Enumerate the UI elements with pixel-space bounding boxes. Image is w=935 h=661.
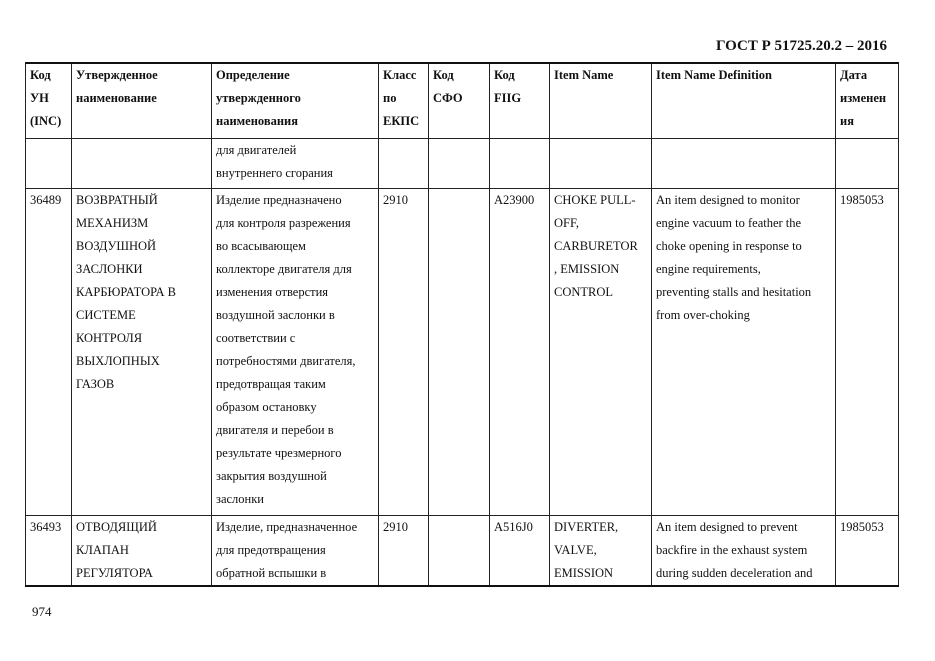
cell-class bbox=[379, 138, 429, 188]
cell-item-definition bbox=[652, 138, 836, 188]
column-header-item-definition: Item Name Definition bbox=[652, 63, 836, 138]
cell-item-definition: An item designed to prevent backfire in the exhaust system during sudden deceleration and bbox=[652, 515, 836, 586]
column-header-inc: Код УН (INC) bbox=[26, 63, 72, 138]
cell-fiig: A516J0 bbox=[490, 515, 550, 586]
table-row bbox=[26, 188, 899, 515]
cell-approved-name: ОТВОДЯЩИЙ КЛАПАН РЕГУЛЯТОРА bbox=[72, 515, 212, 586]
cell-fiig bbox=[490, 138, 550, 188]
cell-approved-name: ВОЗВРАТНЫЙ МЕХАНИЗМ ВОЗДУШНОЙ ЗАСЛОНКИ КАРБЮРАТОРА В СИСТЕМЕ КОНТРОЛЯ ВЫХЛОПНЫХ ГАЗОВ bbox=[72, 188, 212, 515]
cell-definition: Изделие предназначено для контроля разрежения во всасывающем коллекторе двигателя для изменения отверстия воздушной заслонки в соответствии с потребностями двигателя, предотвращая таким образом остановку двигателя и перебои в результате чрезмерного закрытия воздушной заслонки bbox=[212, 188, 379, 515]
table-row bbox=[26, 138, 899, 188]
cell-sfo bbox=[429, 138, 490, 188]
table-row bbox=[26, 515, 899, 586]
cell-date bbox=[836, 138, 899, 188]
column-header-approved-name: Утвержденное наименование bbox=[72, 63, 212, 138]
cell-item-name bbox=[550, 138, 652, 188]
page-number: 974 bbox=[32, 604, 52, 619]
cell-inc bbox=[26, 138, 72, 188]
cell-date: 1985053 bbox=[836, 515, 899, 586]
cell-inc: 36493 bbox=[26, 515, 72, 586]
column-header-fiig: Код FIIG bbox=[490, 63, 550, 138]
column-header-item-name: Item Name bbox=[550, 63, 652, 138]
column-header-class: Класс по ЕКПС bbox=[379, 63, 429, 138]
column-header-definition: Определение утвержденного наименования bbox=[212, 63, 379, 138]
cell-item-name: CHOKE PULL- OFF, CARBURETOR , EMISSION CONTROL bbox=[550, 188, 652, 515]
cell-class: 2910 bbox=[379, 188, 429, 515]
cell-sfo bbox=[429, 188, 490, 515]
column-header-sfo: Код СФО bbox=[429, 63, 490, 138]
cell-inc: 36489 bbox=[26, 188, 72, 515]
column-header-date: Дата изменен ия bbox=[836, 63, 899, 138]
table-header-row bbox=[26, 63, 899, 138]
cell-approved-name bbox=[72, 138, 212, 188]
cell-item-name: DIVERTER, VALVE, EMISSION bbox=[550, 515, 652, 586]
cell-definition: для двигателей внутреннего сгорания bbox=[212, 138, 379, 188]
cell-sfo bbox=[429, 515, 490, 586]
cell-fiig: A23900 bbox=[490, 188, 550, 515]
cell-date: 1985053 bbox=[836, 188, 899, 515]
document-header: ГОСТ Р 51725.20.2 – 2016 bbox=[715, 38, 887, 54]
catalog-table bbox=[25, 62, 899, 587]
cell-item-definition: An item designed to monitor engine vacuum to feather the choke opening in response to engine requirements, preventing stalls and hesitation from over-choking bbox=[652, 188, 836, 515]
cell-definition: Изделие, предназначенное для предотвращения обратной вспышки в bbox=[212, 515, 379, 586]
cell-class: 2910 bbox=[379, 515, 429, 586]
